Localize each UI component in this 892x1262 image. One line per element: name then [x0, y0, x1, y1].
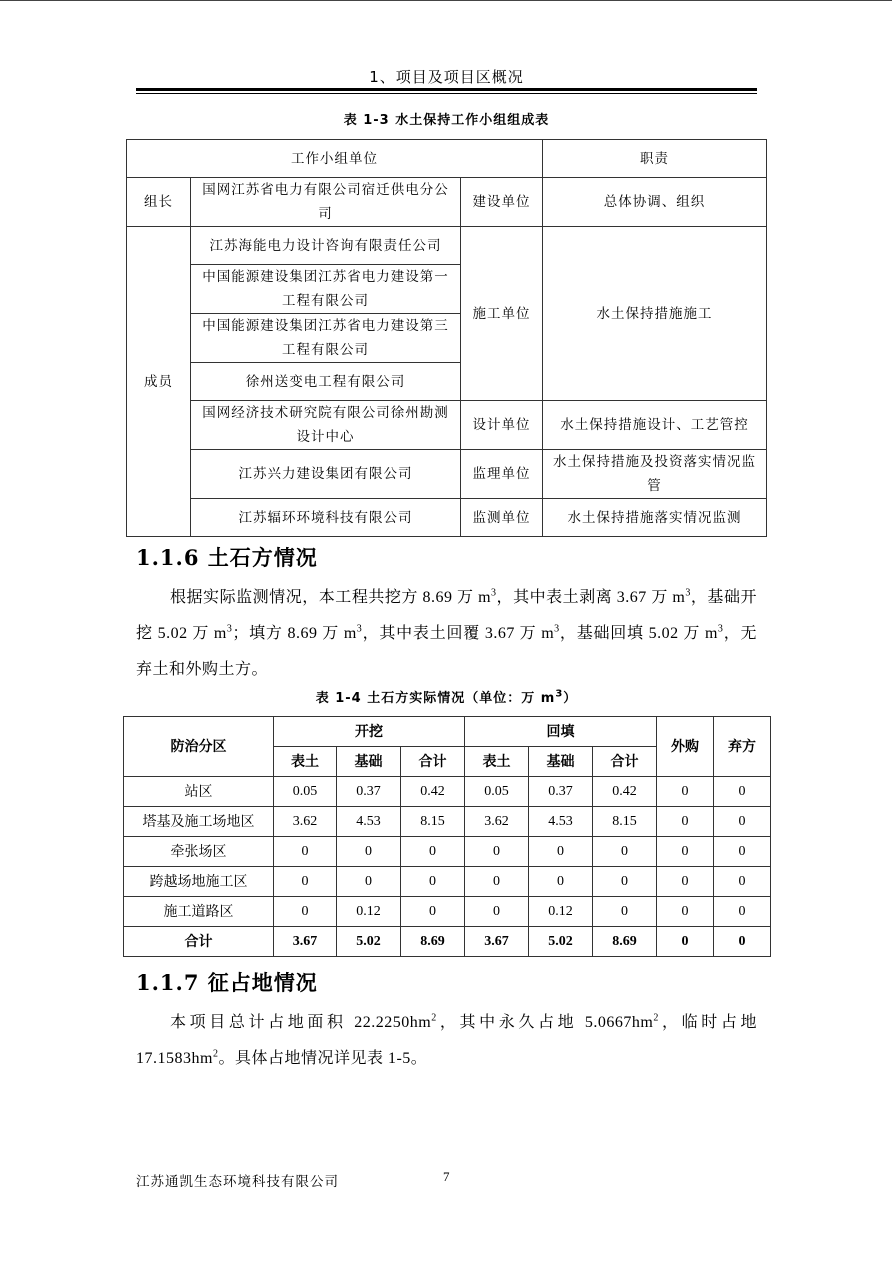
total-cell: 8.69: [401, 927, 465, 957]
superscript: 3: [554, 623, 560, 635]
superscript: 3: [226, 623, 233, 635]
value-cell: 0: [529, 837, 593, 867]
monitor-duty: 水土保持措施落实情况监测: [543, 499, 767, 537]
value-cell: 0: [337, 837, 401, 867]
value-cell: 0.12: [529, 897, 593, 927]
text-run: ，基础开挖 5.02 万 m: [136, 589, 757, 642]
header-fill-topsoil: 表土: [465, 747, 529, 777]
footer-company: 江苏通凯生态环境科技有限公司: [136, 1174, 339, 1190]
running-header: 1、项目及项目区概况: [369, 68, 524, 86]
total-cell: 3.67: [274, 927, 337, 957]
text-run: ，其中表土剥离 3.67 万 m: [496, 589, 686, 606]
section-1-1-6-title: 1.1.6 土石方情况: [136, 545, 318, 570]
value-cell: 0.37: [337, 777, 401, 807]
value-cell: 0: [401, 897, 465, 927]
text-run: 。具体占地情况详见表 1-5。: [218, 1050, 428, 1067]
value-cell: 4.53: [337, 807, 401, 837]
superscript: 2: [212, 1048, 219, 1060]
header-unit: 工作小组单位: [127, 140, 543, 178]
total-cell: 3.67: [465, 927, 529, 957]
value-cell: 0: [657, 837, 714, 867]
zone-cell: 塔基及施工场地区: [124, 807, 274, 837]
value-cell: 0: [714, 837, 771, 867]
zone-cell: 站区: [124, 777, 274, 807]
text-run: ；填方 8.69 万 m: [232, 625, 357, 642]
value-cell: 0: [465, 897, 529, 927]
total-cell: 5.02: [337, 927, 401, 957]
value-cell: 0.42: [401, 777, 465, 807]
value-cell: 0.05: [465, 777, 529, 807]
value-cell: 0: [529, 867, 593, 897]
header-fill-sum: 合计: [593, 747, 657, 777]
table-1-3: [126, 139, 767, 537]
supervision-role: 监理单位: [461, 450, 543, 499]
member-company: 江苏辐环环境科技有限公司: [191, 499, 461, 537]
text-run: ，其中永久占地 5.0667hm: [436, 1014, 654, 1031]
total-label: 合计: [124, 927, 274, 957]
value-cell: 0: [657, 897, 714, 927]
header-fill: 回填: [465, 717, 657, 747]
leader-company: 国网江苏省电力有限公司宿迁供电分公司: [191, 178, 461, 227]
value-cell: 0.12: [337, 897, 401, 927]
member-label: 成员: [127, 227, 191, 537]
zone-cell: 施工道路区: [124, 897, 274, 927]
value-cell: 0: [274, 897, 337, 927]
zone-cell: 跨越场地施工区: [124, 867, 274, 897]
value-cell: 8.15: [593, 807, 657, 837]
total-cell: 8.69: [593, 927, 657, 957]
superscript: 3: [491, 587, 497, 599]
value-cell: 0: [465, 867, 529, 897]
table-row: [124, 867, 771, 897]
section-1-1-6-paragraph: [136, 580, 757, 688]
value-cell: 0: [401, 867, 465, 897]
header-rule-thick: [136, 88, 757, 91]
header-fill-foundation: 基础: [529, 747, 593, 777]
table-1-4: [123, 716, 771, 957]
member-company: 江苏海能电力设计咨询有限责任公司: [191, 227, 461, 265]
value-cell: 0: [401, 837, 465, 867]
header-dig-sum: 合计: [401, 747, 465, 777]
caption-text: 表 1-4 土石方实际情况（单位：万 m: [315, 691, 556, 706]
member-company: 中国能源建设集团江苏省电力建设第三工程有限公司: [191, 314, 461, 363]
text-run: ，基础回填 5.02 万 m: [559, 625, 718, 642]
member-company: 徐州送变电工程有限公司: [191, 363, 461, 401]
header-duty: 职责: [543, 140, 767, 178]
superscript: 2: [653, 1012, 659, 1024]
member-company: 江苏兴力建设集团有限公司: [191, 450, 461, 499]
header-purchase: 外购: [657, 717, 714, 777]
page-number: 7: [443, 1169, 450, 1184]
caption-text-end: ）: [563, 691, 578, 706]
table-1-3-caption: 表 1-3 水土保持工作小组组成表: [343, 113, 550, 128]
table-row: [124, 777, 771, 807]
text-run: ，其中表土回覆 3.67 万 m: [362, 625, 555, 642]
superscript: 2: [431, 1012, 437, 1024]
leader-duty: 总体协调、组织: [543, 178, 767, 227]
value-cell: 0: [657, 867, 714, 897]
text-run: 根据实际监测情况，本工程共挖方 8.69 万 m: [170, 589, 492, 606]
superscript: 3: [685, 587, 691, 599]
value-cell: 3.62: [274, 807, 337, 837]
value-cell: 0: [657, 807, 714, 837]
total-row: [124, 927, 771, 957]
value-cell: 0: [657, 777, 714, 807]
design-duty: 水土保持措施设计、工艺管控: [543, 401, 767, 450]
superscript: 3: [717, 623, 724, 635]
value-cell: 0: [337, 867, 401, 897]
value-cell: 0: [714, 807, 771, 837]
value-cell: 4.53: [529, 807, 593, 837]
value-cell: 0: [714, 867, 771, 897]
header-zone: 防治分区: [124, 717, 274, 777]
construction-role: 施工单位: [461, 227, 543, 401]
section-1-1-7-paragraph: [136, 1005, 757, 1077]
table-1-4-caption: [123, 687, 770, 706]
value-cell: 0: [593, 837, 657, 867]
leader-label: 组长: [127, 178, 191, 227]
top-border: [0, 0, 892, 1]
member-company: 中国能源建设集团江苏省电力建设第一工程有限公司: [191, 265, 461, 314]
construction-duty: 水土保持措施施工: [543, 227, 767, 401]
header-rule-thin: [136, 93, 757, 94]
header-waste: 弃方: [714, 717, 771, 777]
value-cell: 0: [593, 867, 657, 897]
design-role: 设计单位: [461, 401, 543, 450]
value-cell: 0: [714, 897, 771, 927]
value-cell: 3.62: [465, 807, 529, 837]
value-cell: 0.05: [274, 777, 337, 807]
superscript: 3: [356, 623, 363, 635]
value-cell: 0.42: [593, 777, 657, 807]
text-run: 本项目总计占地面积 22.2250hm: [170, 1014, 432, 1031]
value-cell: 0: [274, 837, 337, 867]
table-row: [124, 897, 771, 927]
header-dig-foundation: 基础: [337, 747, 401, 777]
total-cell: 0: [714, 927, 771, 957]
text-run: ，无弃土和外购土方。: [136, 625, 757, 678]
leader-role: 建设单位: [461, 178, 543, 227]
text-run: ，临时占地 17.1583hm: [136, 1014, 757, 1067]
supervision-duty: 水土保持措施及投资落实情况监管: [543, 450, 767, 499]
value-cell: 8.15: [401, 807, 465, 837]
total-cell: 0: [657, 927, 714, 957]
zone-cell: 牵张场区: [124, 837, 274, 867]
value-cell: 0: [593, 897, 657, 927]
header-dig-topsoil: 表土: [274, 747, 337, 777]
value-cell: 0: [465, 837, 529, 867]
value-cell: 0: [714, 777, 771, 807]
header-dig: 开挖: [274, 717, 465, 747]
caption-superscript: 3: [555, 688, 564, 700]
monitor-role: 监测单位: [461, 499, 543, 537]
table-row: [124, 837, 771, 867]
member-company: 国网经济技术研究院有限公司徐州勘测设计中心: [191, 401, 461, 450]
table-row: [124, 807, 771, 837]
section-1-1-7-title: 1.1.7 征占地情况: [136, 970, 318, 995]
value-cell: 0.37: [529, 777, 593, 807]
total-cell: 5.02: [529, 927, 593, 957]
value-cell: 0: [274, 867, 337, 897]
